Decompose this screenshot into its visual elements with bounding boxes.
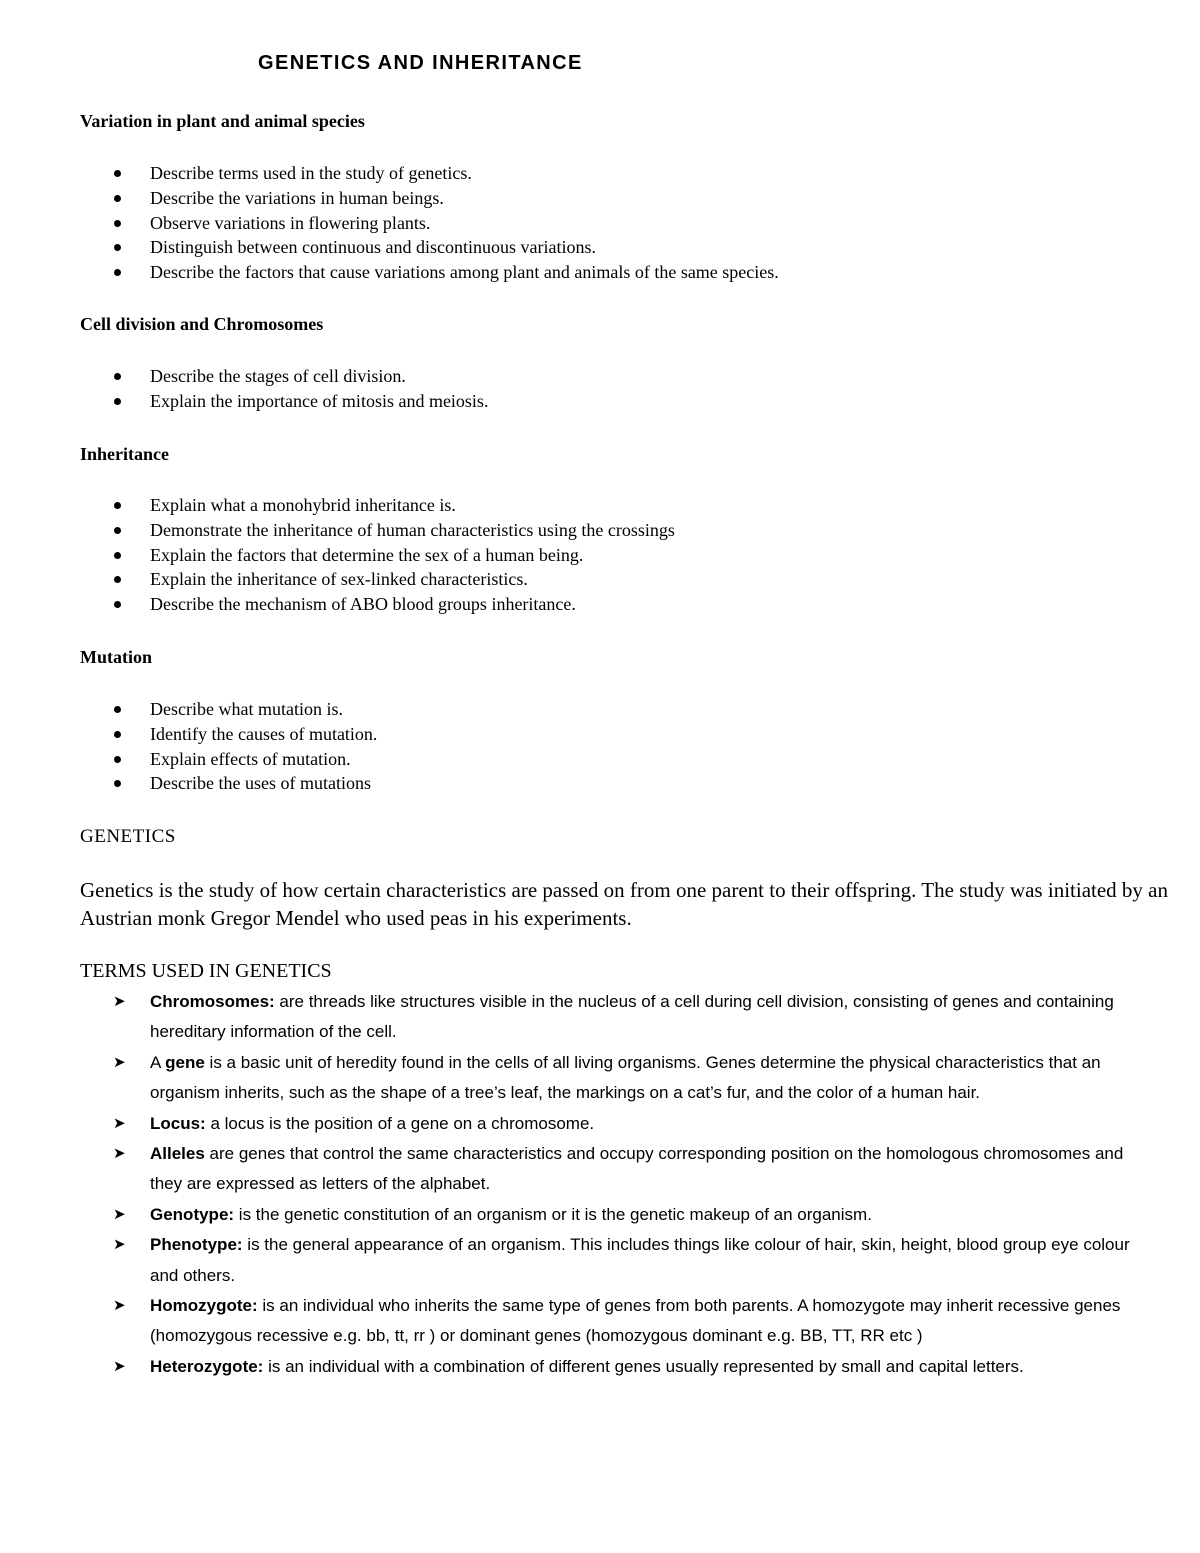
term-definition: a locus is the position of a gene on a chromosome. — [205, 1113, 595, 1133]
bullet-icon — [114, 780, 121, 787]
term-name: Heterozygote: — [150, 1356, 264, 1376]
section-heading-mutation: Mutation — [80, 647, 152, 667]
terms-heading: TERMS USED IN GENETICS — [80, 960, 332, 982]
arrow-bullet-icon: ➤ — [113, 1357, 126, 1375]
term-item: ➤ A gene is a basic unit of heredity found in the cells of all living organisms. Genes determine the physical characteristics that an organism inherits, such as the shape of a tree’s leaf, the markings on a cat’s fur, and the color of a human hair. — [0, 1048, 1140, 1109]
term-definition: is the genetic constitution of an organism or it is the genetic makeup of an organism. — [234, 1204, 872, 1224]
term-item — [0, 1352, 1140, 1382]
bullet-icon — [114, 731, 121, 738]
term-name: Alleles — [150, 1144, 205, 1164]
term-name: gene — [165, 1052, 205, 1072]
term-name: Genotype: — [150, 1204, 235, 1224]
term-item — [0, 1109, 1140, 1139]
bullet-icon — [114, 756, 121, 763]
term-definition: are threads like structures visible in the nucleus of a cell during cell division, consisting of genes and containing hereditary information of the cell. — [150, 992, 1114, 1042]
list-item: Explain the inheritance of sex-linked characteristics. — [0, 567, 675, 592]
term-item — [0, 1139, 1140, 1200]
term-item — [0, 987, 1140, 1048]
term-item — [0, 1230, 1140, 1291]
bullet-icon — [114, 170, 121, 177]
list-item: Demonstrate the inheritance of human characteristics using the crossings — [0, 518, 675, 543]
genetics-heading: GENETICS — [80, 826, 176, 847]
arrow-bullet-icon: ➤ — [113, 993, 126, 1010]
section-heading-inheritance: Inheritance — [80, 444, 169, 464]
list-item: Describe the variations in human beings. — [0, 186, 779, 211]
list-item: Describe the uses of mutations — [0, 771, 377, 796]
term-definition: is a basic unit of heredity found in the cells of all living organisms. Genes determine the physical characteristics that an organism inherits, such as the shape of a tree’s leaf, the markings on a cat’s fur, and the color of a human hair. — [150, 1052, 1101, 1103]
list-item: Describe the stages of cell division. — [0, 364, 488, 389]
arrow-bullet-icon: ➤ — [113, 1114, 126, 1132]
list-item: Describe terms used in the study of genetics. — [0, 161, 779, 186]
list-item: Describe what mutation is. — [0, 697, 377, 722]
bullet-icon — [114, 220, 121, 227]
term-definition: is an individual who inherits the same type of genes from both parents. A homozygote may inherit recessive genes (homozygous recessive e.g. bb, tt, rr ) or dominant genes (homozygous dominant e.g. BB, TT, RR etc ) — [150, 1296, 1121, 1346]
bullet-icon — [114, 502, 121, 509]
section-heading-variation: Variation in plant and animal species — [80, 111, 365, 131]
list-item: Identify the causes of mutation. — [0, 722, 377, 747]
bullet-icon — [114, 269, 121, 276]
term-name: Chromosomes: — [150, 992, 275, 1011]
list-item: Observe variations in flowering plants. — [0, 211, 779, 236]
term-name: Homozygote: — [150, 1296, 258, 1316]
bullet-icon — [114, 552, 121, 559]
bullet-icon — [114, 527, 121, 534]
bullet-icon — [114, 576, 121, 583]
list-item: Distinguish between continuous and discontinuous variations. — [0, 235, 779, 260]
objectives-list-inheritance — [0, 493, 675, 617]
arrow-bullet-icon: ➤ — [113, 1053, 126, 1071]
arrow-bullet-icon: ➤ — [113, 1205, 126, 1223]
term-item — [0, 1200, 1140, 1230]
term-definition: is an individual with a combination of different genes usually represented by small and capital letters. — [263, 1356, 1024, 1376]
term-name: Phenotype: — [150, 1235, 243, 1255]
arrow-bullet-icon: ➤ — [113, 1145, 126, 1163]
objectives-list-cell-division — [0, 364, 488, 414]
term-definition: are genes that control the same characteristics and occupy corresponding position on the homologous chromosomes and they are expressed as letters of the alphabet. — [150, 1144, 1124, 1194]
document-title: GENETICS AND INHERITANCE — [258, 52, 583, 74]
section-heading-cell-division: Cell division and Chromosomes — [80, 314, 324, 334]
genetics-intro-paragraph: Genetics is the study of how certain characteristics are passed on from one parent to their offspring. The study was initiated by an Austrian monk Gregor Mendel who used peas in his experiments. — [80, 878, 1168, 930]
bullet-icon — [114, 706, 121, 713]
list-item: Describe the mechanism of ABO blood groups inheritance. — [0, 592, 675, 617]
objectives-list-variation — [0, 161, 779, 285]
objectives-list-mutation — [0, 697, 377, 796]
bullet-icon — [114, 601, 121, 608]
list-item: Explain the factors that determine the sex of a human being. — [0, 543, 675, 568]
bullet-icon — [114, 244, 121, 251]
terms-list — [0, 987, 1200, 1382]
arrow-bullet-icon: ➤ — [113, 1236, 126, 1254]
list-item: Explain effects of mutation. — [0, 747, 377, 772]
term-name: Locus: — [150, 1113, 206, 1133]
term-item — [0, 1291, 1140, 1352]
bullet-icon — [114, 195, 121, 202]
list-item: Explain the importance of mitosis and meiosis. — [0, 389, 488, 414]
arrow-bullet-icon: ➤ — [113, 1297, 126, 1315]
term-definition: is the general appearance of an organism. This includes things like colour of hair, skin, height, blood group eye colour and others. — [150, 1235, 1130, 1285]
bullet-icon — [114, 373, 121, 380]
bullet-icon — [114, 398, 121, 405]
list-item: Explain what a monohybrid inheritance is. — [0, 493, 675, 518]
list-item: Describe the factors that cause variations among plant and animals of the same species. — [0, 260, 779, 285]
